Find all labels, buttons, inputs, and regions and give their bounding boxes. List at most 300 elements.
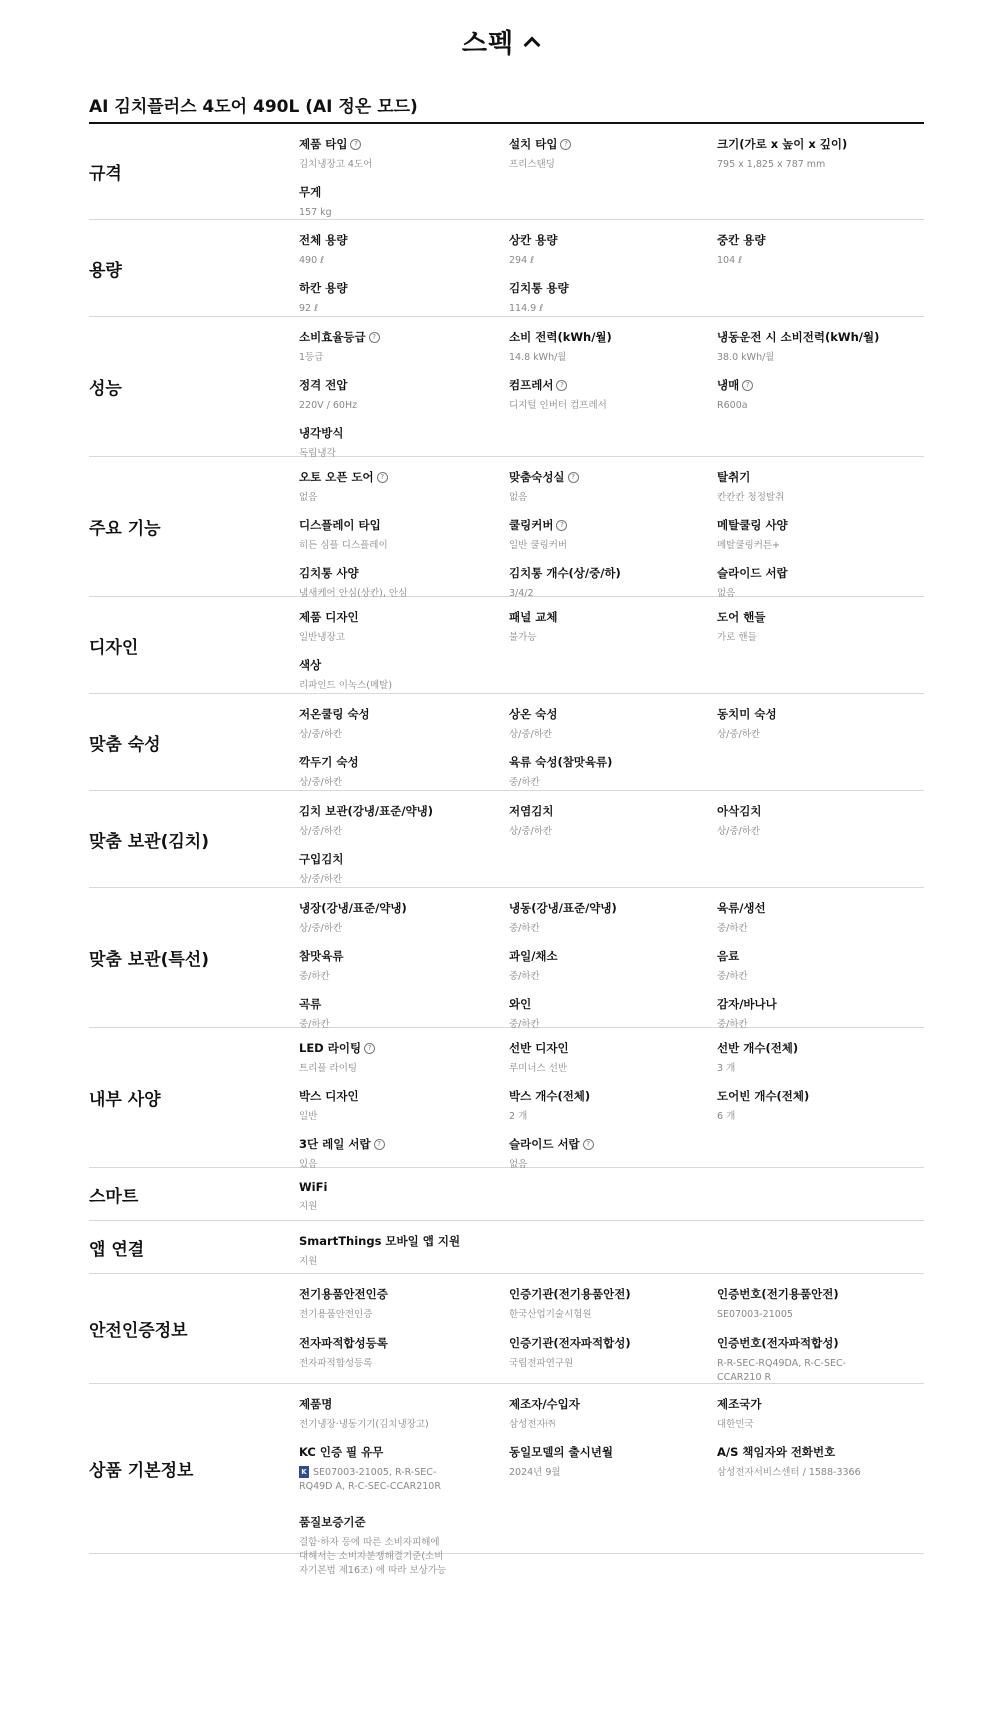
- spec-label-text: 쿨링커버: [509, 518, 554, 532]
- spec-item: [299, 900, 509, 948]
- section-title: 내부 사양: [89, 1090, 161, 1110]
- spec-value: [299, 158, 509, 172]
- spec-label-text: 김치 보관(강냉/표준/약냉): [299, 804, 434, 818]
- spec-value-text: 3/4/2: [509, 588, 534, 599]
- spec-label-text: 과일/채소: [509, 949, 558, 963]
- spec-label: [299, 1040, 509, 1056]
- spec-value-text: 294 ℓ: [509, 255, 535, 266]
- spec-item: [717, 948, 907, 996]
- spec-value-text: 없음: [509, 492, 528, 503]
- spec-label: [299, 803, 509, 819]
- spec-label-text: 소비 전력(kWh/월): [509, 330, 612, 344]
- spec-label-text: 동치미 숙성: [717, 707, 777, 721]
- spec-label: [509, 280, 717, 296]
- spec-value-text: 1등급: [299, 352, 324, 363]
- spec-label: [509, 900, 717, 916]
- spec-label-text: 하칸 용량: [299, 281, 348, 295]
- spec-value-text: 일반냉장고: [299, 632, 345, 643]
- spec-label-text: KC 인증 필 유무: [299, 1445, 384, 1459]
- section-title: 맞춤 숙성: [89, 734, 161, 755]
- spec-value-text: 220V / 60Hz: [299, 400, 358, 411]
- spec-value-text: 중/하칸: [299, 971, 330, 982]
- section-title: 스마트: [89, 1186, 139, 1207]
- spec-value: [509, 970, 717, 984]
- spec-item: [717, 900, 907, 948]
- spec-value: [299, 776, 509, 790]
- spec-section: [89, 1221, 924, 1274]
- spec-label: [509, 517, 717, 533]
- section-title: 주요 기능: [89, 519, 161, 539]
- spec-value-text: 157 kg: [299, 207, 332, 218]
- spec-value-text: 상/중/하칸: [509, 826, 553, 837]
- spec-label-text: 냉동운전 시 소비전력(kWh/월): [717, 330, 880, 344]
- spec-value: [299, 351, 509, 365]
- spec-value: [299, 1255, 509, 1269]
- spec-value: [509, 728, 717, 742]
- spec-item: [509, 469, 717, 517]
- spec-label-text: 김치통 개수(상/중/하): [509, 566, 621, 580]
- spec-item: [299, 803, 509, 851]
- spec-label-text: 아삭김치: [717, 804, 762, 818]
- spec-label: [509, 136, 717, 152]
- spec-label: [299, 377, 509, 393]
- spec-label-text: 인증번호(전기용품안전): [717, 1287, 839, 1301]
- spec-value: [717, 825, 907, 839]
- spec-value-text: 대한민국: [717, 1419, 754, 1430]
- section-items: [299, 1028, 924, 1170]
- spec-value-text: R600a: [717, 400, 748, 411]
- spec-value-text: 전기용품안전인증: [299, 1309, 373, 1320]
- section-items: [299, 1221, 924, 1273]
- spec-value-text: 일반 쿨링커버: [509, 540, 568, 551]
- spec-label: [717, 329, 907, 345]
- spec-label-text: 크기(가로 x 높이 x 깊이): [717, 137, 848, 151]
- spec-label: [299, 1136, 509, 1152]
- spec-label: [717, 900, 907, 916]
- spec-label: [299, 136, 509, 152]
- chevron-up-icon[interactable]: [524, 37, 541, 54]
- spec-item: [299, 1286, 509, 1334]
- spec-value-text: 38.0 kWh/월: [717, 352, 775, 363]
- spec-label: [299, 1335, 509, 1351]
- spec-item: [299, 469, 509, 517]
- spec-value: [299, 1536, 449, 1578]
- spec-label-text: 냉매: [717, 378, 740, 392]
- spec-label: [509, 609, 717, 625]
- spec-value-text: 가로 핸들: [717, 632, 757, 643]
- spec-section: [89, 1168, 924, 1221]
- spec-section: [89, 694, 924, 791]
- spec-value: [717, 1357, 867, 1383]
- spec-value-text: 없음: [509, 1159, 528, 1170]
- spec-value-text: 상/중/하칸: [299, 874, 343, 885]
- spec-label-text: 김치통 용량: [509, 281, 569, 295]
- spec-value-text: 중/하칸: [509, 971, 540, 982]
- spec-label: [299, 657, 509, 673]
- spec-label-text: 인증번호(전자파적합성): [717, 1335, 839, 1350]
- spec-label: [717, 1088, 907, 1104]
- spec-item: [299, 948, 509, 996]
- kc-mark-icon: K: [299, 1466, 309, 1478]
- spec-value: [509, 491, 717, 505]
- spec-section: [89, 1274, 924, 1384]
- spec-item: [717, 1396, 907, 1444]
- spec-value-text: 히든 심플 디스플레이: [299, 540, 388, 551]
- spec-label-text: 냉동(강냉/표준/약냉): [509, 901, 617, 915]
- spec-label: [717, 948, 907, 964]
- spec-value-text: 114.9 ℓ: [509, 303, 544, 314]
- spec-value-text: 한국산업기술시험원: [509, 1309, 592, 1320]
- info-icon[interactable]: ?: [374, 1139, 385, 1150]
- spec-value: [299, 825, 509, 839]
- spec-value-text: 일반: [299, 1111, 318, 1122]
- info-icon[interactable]: ?: [742, 380, 753, 391]
- spec-value-text: 독립냉각: [299, 448, 336, 459]
- spec-label: [299, 1180, 509, 1194]
- spec-value-text: 중/하칸: [717, 971, 748, 982]
- spec-section: [89, 888, 924, 1028]
- spec-value-text: R-R-SEC-RQ49DA, R-C-SEC-CCAR210 R: [717, 1357, 847, 1383]
- spec-label: [299, 706, 509, 722]
- spec-label: [717, 1444, 907, 1460]
- spec-value: [509, 825, 717, 839]
- spec-item: [299, 1444, 509, 1514]
- spec-label: [509, 469, 717, 485]
- spec-value-text: 국립전파연구원: [509, 1357, 574, 1369]
- section-items: [299, 1168, 924, 1220]
- spec-value: [509, 351, 717, 365]
- spec-value: [717, 491, 907, 505]
- spec-label-text: 메탈쿨링 사양: [717, 518, 788, 532]
- spec-label: [509, 1335, 717, 1351]
- spec-value: [509, 776, 717, 790]
- spec-value-text: 전기냉장·냉동기기(김치냉장고): [299, 1419, 429, 1430]
- spec-item: [299, 136, 509, 184]
- spec-label: [299, 754, 509, 770]
- spec-value-text: 리파인드 이녹스(메탈): [299, 680, 393, 691]
- spec-value: [509, 1062, 717, 1076]
- spec-value: [299, 1466, 449, 1494]
- spec-value-text: 92 ℓ: [299, 303, 319, 314]
- spec-label-text: 탈취기: [717, 470, 751, 484]
- spec-value: [717, 399, 907, 413]
- spec-item: [509, 1444, 717, 1492]
- spec-value: [717, 351, 907, 365]
- spec-value-text: 있음: [299, 1159, 318, 1170]
- spec-label-text: 인증기관(전기용품안전): [509, 1287, 631, 1301]
- spec-label-text: 제품 디자인: [299, 610, 359, 624]
- spec-title: 스펙: [461, 28, 515, 59]
- spec-value: [717, 1110, 907, 1124]
- spec-value-text: 2024년 9월: [509, 1467, 561, 1478]
- spec-label: [299, 1286, 509, 1302]
- spec-label-text: 패널 교체: [509, 610, 558, 624]
- spec-value-text: 중/하칸: [509, 777, 540, 788]
- section-title: 앱 연결: [89, 1239, 145, 1260]
- spec-label-text: 전자파적합성등록: [299, 1335, 388, 1350]
- spec-item: [299, 517, 509, 565]
- spec-label: [299, 900, 509, 916]
- spec-item: [509, 1335, 717, 1383]
- spec-value-text: 2 개: [509, 1111, 528, 1122]
- spec-label-text: 김치통 사양: [299, 566, 359, 580]
- spec-value: [299, 206, 509, 220]
- spec-label-text: 냉장(강냉/표준/약냉): [299, 901, 407, 915]
- spec-label: [299, 1396, 509, 1412]
- spec-label: [717, 232, 907, 248]
- spec-label-text: 제조국가: [717, 1397, 762, 1411]
- spec-value-text: 상/중/하칸: [299, 826, 343, 837]
- info-icon[interactable]: ?: [583, 1139, 594, 1150]
- spec-item: [509, 377, 717, 425]
- spec-label: [299, 425, 509, 441]
- spec-label: [509, 803, 717, 819]
- info-icon[interactable]: ?: [369, 332, 380, 343]
- spec-label: [717, 1286, 907, 1302]
- spec-value-text: 6 개: [717, 1111, 736, 1122]
- spec-label: [509, 1088, 717, 1104]
- section-title: 상품 기본정보: [89, 1461, 194, 1481]
- spec-label: [717, 996, 907, 1012]
- spec-value-text: 상/중/하칸: [299, 777, 343, 788]
- spec-item: [509, 803, 717, 851]
- spec-label: [509, 232, 717, 248]
- spec-value: [509, 1357, 717, 1371]
- spec-value: [299, 679, 509, 693]
- spec-label-text: 도어 핸들: [717, 610, 766, 624]
- spec-label: [509, 1444, 717, 1460]
- spec-value: [299, 539, 509, 553]
- spec-label-text: 슬라이드 서랍: [509, 1137, 580, 1151]
- spec-label-text: 곡류: [299, 997, 322, 1011]
- spec-item: [717, 803, 907, 851]
- spec-label: [299, 469, 509, 485]
- spec-label-text: 저염김치: [509, 804, 554, 818]
- spec-value-text: 프리스탠딩: [509, 159, 555, 170]
- spec-value: [717, 539, 907, 553]
- spec-item: [299, 329, 509, 377]
- spec-label-text: 품질보증기준: [299, 1515, 366, 1529]
- spec-label-text: 도어빈 개수(전체): [717, 1089, 810, 1103]
- spec-value-text: 전자파적합성등록: [299, 1357, 373, 1369]
- spec-label: [299, 329, 509, 345]
- spec-label: [509, 1040, 717, 1056]
- spec-header[interactable]: [0, 0, 1000, 82]
- spec-value: [509, 399, 717, 413]
- spec-item: [717, 1040, 907, 1088]
- spec-label-text: 색상: [299, 658, 322, 672]
- spec-item: [299, 1514, 509, 1584]
- spec-label-text: 중칸 용량: [717, 233, 766, 247]
- spec-label: [717, 136, 907, 152]
- spec-label: [717, 517, 907, 533]
- spec-section: [89, 1028, 924, 1168]
- section-items: [299, 457, 924, 599]
- spec-value-text: 3 개: [717, 1063, 736, 1074]
- spec-label-text: 설치 타입: [509, 137, 558, 151]
- spec-value: [509, 1418, 717, 1432]
- spec-value-text: 14.8 kWh/월: [509, 352, 567, 363]
- spec-item: [509, 136, 717, 184]
- info-icon[interactable]: ?: [568, 472, 579, 483]
- spec-value: [299, 970, 509, 984]
- spec-item: [299, 706, 509, 754]
- spec-value-text: 루미너스 선반: [509, 1063, 568, 1074]
- spec-label-text: 감자/바나나: [717, 997, 777, 1011]
- section-title: 맞춤 보관(특선): [89, 950, 209, 970]
- spec-label-text: LED 라이팅: [299, 1041, 362, 1055]
- spec-label-text: 냉각방식: [299, 426, 344, 440]
- spec-value: [509, 922, 717, 936]
- spec-table: [89, 122, 924, 1576]
- spec-label-text: 오토 오픈 도어: [299, 470, 374, 484]
- info-icon[interactable]: ?: [560, 139, 571, 150]
- spec-item: [717, 377, 907, 425]
- section-items: [299, 317, 924, 459]
- spec-item: [717, 1444, 907, 1492]
- spec-item: [299, 232, 509, 280]
- spec-value-text: 없음: [299, 492, 318, 503]
- spec-value-text: 디지털 인버터 컴프레서: [509, 400, 607, 411]
- spec-label-text: 저온쿨링 숙성: [299, 707, 370, 721]
- spec-item: [717, 706, 907, 754]
- info-icon[interactable]: ?: [364, 1043, 375, 1054]
- spec-value: [509, 539, 717, 553]
- spec-section: [89, 791, 924, 888]
- spec-label-text: 육류 숙성(참맛육류): [509, 755, 613, 769]
- section-items: [299, 694, 924, 790]
- product-name: AI 김치플러스 4도어 490L (AI 정온 모드): [89, 97, 418, 117]
- spec-label: [299, 1233, 509, 1249]
- spec-value-text: 불가능: [509, 632, 537, 643]
- spec-item: [509, 517, 717, 565]
- spec-item: [717, 1335, 907, 1383]
- spec-label: [299, 609, 509, 625]
- info-icon[interactable]: ?: [377, 472, 388, 483]
- info-icon[interactable]: ?: [556, 380, 567, 391]
- spec-label: [717, 609, 907, 625]
- spec-value-text: 김치냉장고 4도어: [299, 159, 373, 170]
- spec-value: [509, 631, 717, 645]
- spec-value: [717, 1308, 907, 1322]
- spec-item: [717, 609, 907, 657]
- section-items: [299, 888, 924, 1030]
- spec-value-text: SE07003-21005, R-R-SEC-RQ49D A, R-C-SEC-CCAR210R: [299, 1467, 441, 1492]
- spec-label-text: 상온 숙성: [509, 707, 558, 721]
- spec-label: [299, 565, 509, 581]
- spec-label-text: 컴프레서: [509, 378, 554, 392]
- section-items: [299, 597, 924, 693]
- spec-label-text: 상칸 용량: [509, 233, 558, 247]
- spec-value: [299, 631, 509, 645]
- spec-item: [509, 1040, 717, 1088]
- spec-item: [509, 948, 717, 996]
- spec-label-text: 동일모델의 출시년월: [509, 1445, 613, 1459]
- section-title: 성능: [89, 379, 122, 399]
- spec-value-text: 삼성전자서비스센터 / 1588-3366: [717, 1467, 861, 1478]
- spec-value-text: 메탈쿨링커튼+: [717, 540, 781, 551]
- spec-value-text: SE07003-21005: [717, 1309, 793, 1320]
- spec-label: [717, 377, 907, 393]
- section-title: 디자인: [89, 637, 139, 658]
- spec-value: [299, 922, 509, 936]
- spec-label-text: 전기용품안전인증: [299, 1287, 388, 1301]
- info-icon[interactable]: ?: [556, 520, 567, 531]
- spec-value: [717, 922, 907, 936]
- spec-value: [299, 1110, 509, 1124]
- section-items: [299, 1384, 924, 1576]
- spec-value-text: 칸칸칸 청정탈취: [717, 492, 785, 503]
- spec-value: [717, 254, 907, 268]
- section-title: 안전인증정보: [89, 1321, 188, 1341]
- spec-item: [299, 377, 509, 425]
- spec-value-text: 삼성전자㈜: [509, 1419, 556, 1430]
- spec-value-text: 중/하칸: [717, 923, 748, 934]
- spec-value: [509, 1466, 717, 1480]
- spec-label-text: 무게: [299, 185, 322, 199]
- spec-label-text: 전체 용량: [299, 233, 348, 247]
- spec-item: [299, 1040, 509, 1088]
- spec-label-text: 디스플레이 타입: [299, 518, 381, 532]
- section-title: 맞춤 보관(김치): [89, 831, 209, 852]
- section-title: 규격: [89, 164, 122, 184]
- spec-label: [509, 948, 717, 964]
- spec-label: [509, 377, 717, 393]
- spec-label: [717, 1396, 907, 1412]
- spec-label: [299, 851, 509, 867]
- spec-value-text: 104 ℓ: [717, 255, 743, 266]
- spec-item: [509, 609, 717, 657]
- spec-value-text: 중/하칸: [509, 923, 540, 934]
- spec-value: [299, 491, 509, 505]
- info-icon[interactable]: ?: [350, 139, 361, 150]
- spec-item: [509, 706, 717, 754]
- spec-section: [89, 317, 924, 457]
- spec-value: [509, 254, 717, 268]
- spec-label-text: 구입김치: [299, 852, 344, 866]
- spec-item: [717, 136, 907, 184]
- spec-value: [299, 254, 509, 268]
- spec-label-text: 참맛육류: [299, 949, 344, 963]
- spec-value: [509, 158, 717, 172]
- spec-label-text: 맞춤숙성실: [509, 470, 565, 484]
- spec-section: [89, 1384, 924, 1576]
- spec-item: [717, 517, 907, 565]
- spec-value-text: 795 x 1,825 x 787 mm: [717, 159, 826, 170]
- spec-label: [299, 280, 509, 296]
- spec-label-text: 박스 디자인: [299, 1089, 359, 1103]
- spec-value: [299, 1308, 509, 1322]
- section-items: [299, 124, 924, 219]
- spec-item: [509, 1088, 717, 1136]
- spec-value: [717, 158, 907, 172]
- spec-section: [89, 220, 924, 317]
- spec-value: [299, 1062, 509, 1076]
- spec-label-text: 선반 디자인: [509, 1041, 569, 1055]
- spec-label: [509, 565, 717, 581]
- spec-label: [299, 948, 509, 964]
- spec-value: [299, 1418, 509, 1432]
- spec-label-text: 3단 레일 서랍: [299, 1137, 371, 1151]
- spec-value-text: 지원: [299, 1201, 318, 1212]
- spec-value: [299, 728, 509, 742]
- spec-label: [509, 996, 717, 1012]
- spec-item: [509, 232, 717, 280]
- spec-value-text: 중/하칸: [509, 1019, 540, 1030]
- spec-label-text: 박스 개수(전체): [509, 1089, 591, 1103]
- spec-value-text: 상/중/하칸: [717, 826, 761, 837]
- spec-value: [509, 1110, 717, 1124]
